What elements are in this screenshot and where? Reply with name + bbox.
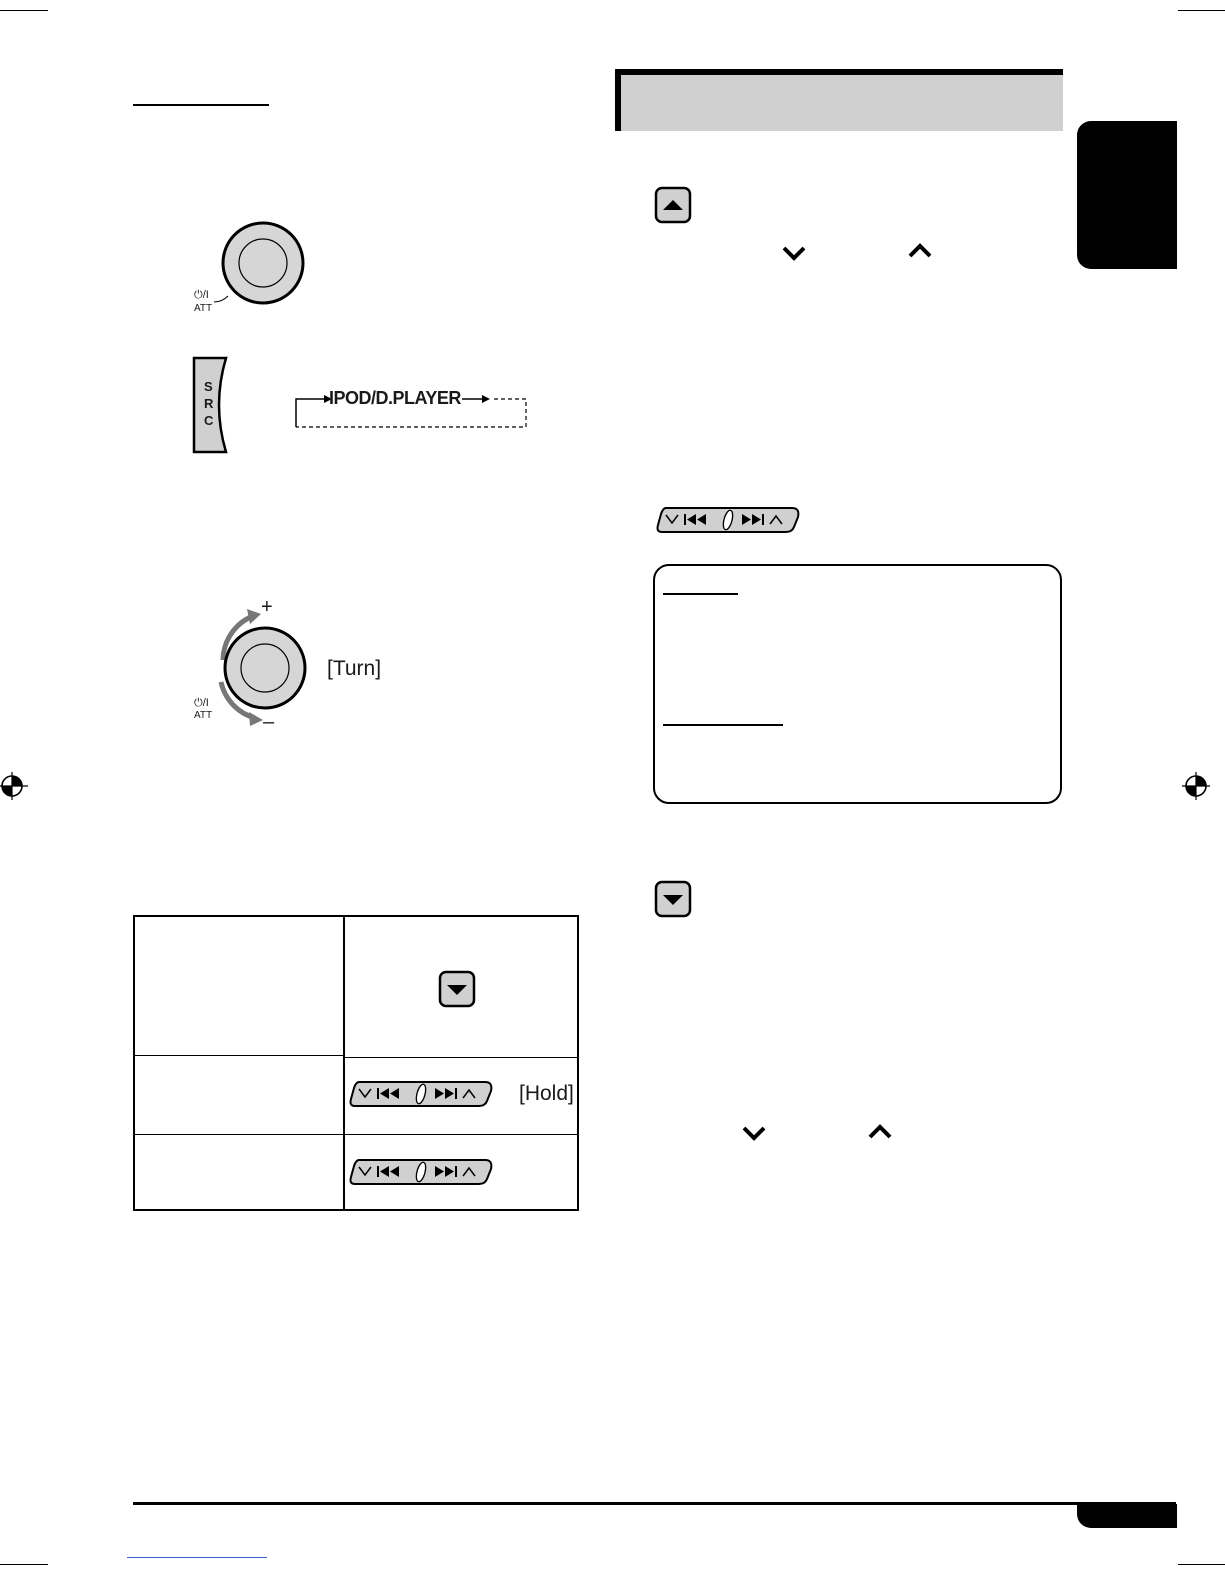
hold-label: [Hold]	[519, 1082, 574, 1105]
registration-mark-left-icon	[0, 770, 30, 802]
table-skip-bar-hold-icon	[347, 1079, 495, 1109]
note-heading-underline-2	[663, 724, 783, 726]
source-ipod-dplayer-label: IPOD/D.PLAYER	[329, 388, 461, 408]
turn-label: [Turn]	[327, 657, 382, 680]
power-label-2: ⏻/I	[194, 697, 209, 709]
src-letter-r: R	[204, 396, 214, 411]
table-down-arrow-button-icon	[438, 970, 476, 1008]
volume-plus-label: +	[261, 596, 273, 618]
note-box	[653, 564, 1062, 804]
footer-rule	[133, 1502, 1176, 1505]
registration-mark-right-icon	[1180, 770, 1212, 802]
page-number-tab	[1077, 1504, 1177, 1528]
section-heading-underline	[133, 104, 269, 106]
att-label: ATT	[194, 303, 213, 314]
chevron-down-icon-2	[741, 1124, 767, 1142]
chevron-up-icon	[907, 242, 933, 260]
note-heading-underline-1	[663, 593, 738, 595]
src-letter-s: S	[204, 379, 213, 394]
section-title-box	[615, 69, 1063, 131]
down-arrow-button-icon	[654, 880, 692, 918]
power-att-knob-icon	[220, 220, 306, 306]
chevron-up-icon-2	[867, 1123, 893, 1141]
knob-leader-line	[212, 294, 232, 304]
volume-knob-icon	[205, 598, 315, 733]
footer-link-underline	[127, 1557, 267, 1558]
table-row-divider-left	[135, 1055, 343, 1056]
chevron-down-icon	[781, 244, 807, 262]
skip-bar-button-icon	[654, 505, 802, 535]
table-skip-bar-icon	[347, 1157, 495, 1187]
language-tab	[1077, 121, 1177, 269]
src-letter-c: C	[204, 413, 214, 428]
power-label: ⏻/I	[194, 289, 209, 301]
att-label-2: ATT	[194, 710, 213, 721]
up-arrow-button-icon	[654, 186, 692, 224]
volume-minus-label: –	[263, 711, 275, 733]
